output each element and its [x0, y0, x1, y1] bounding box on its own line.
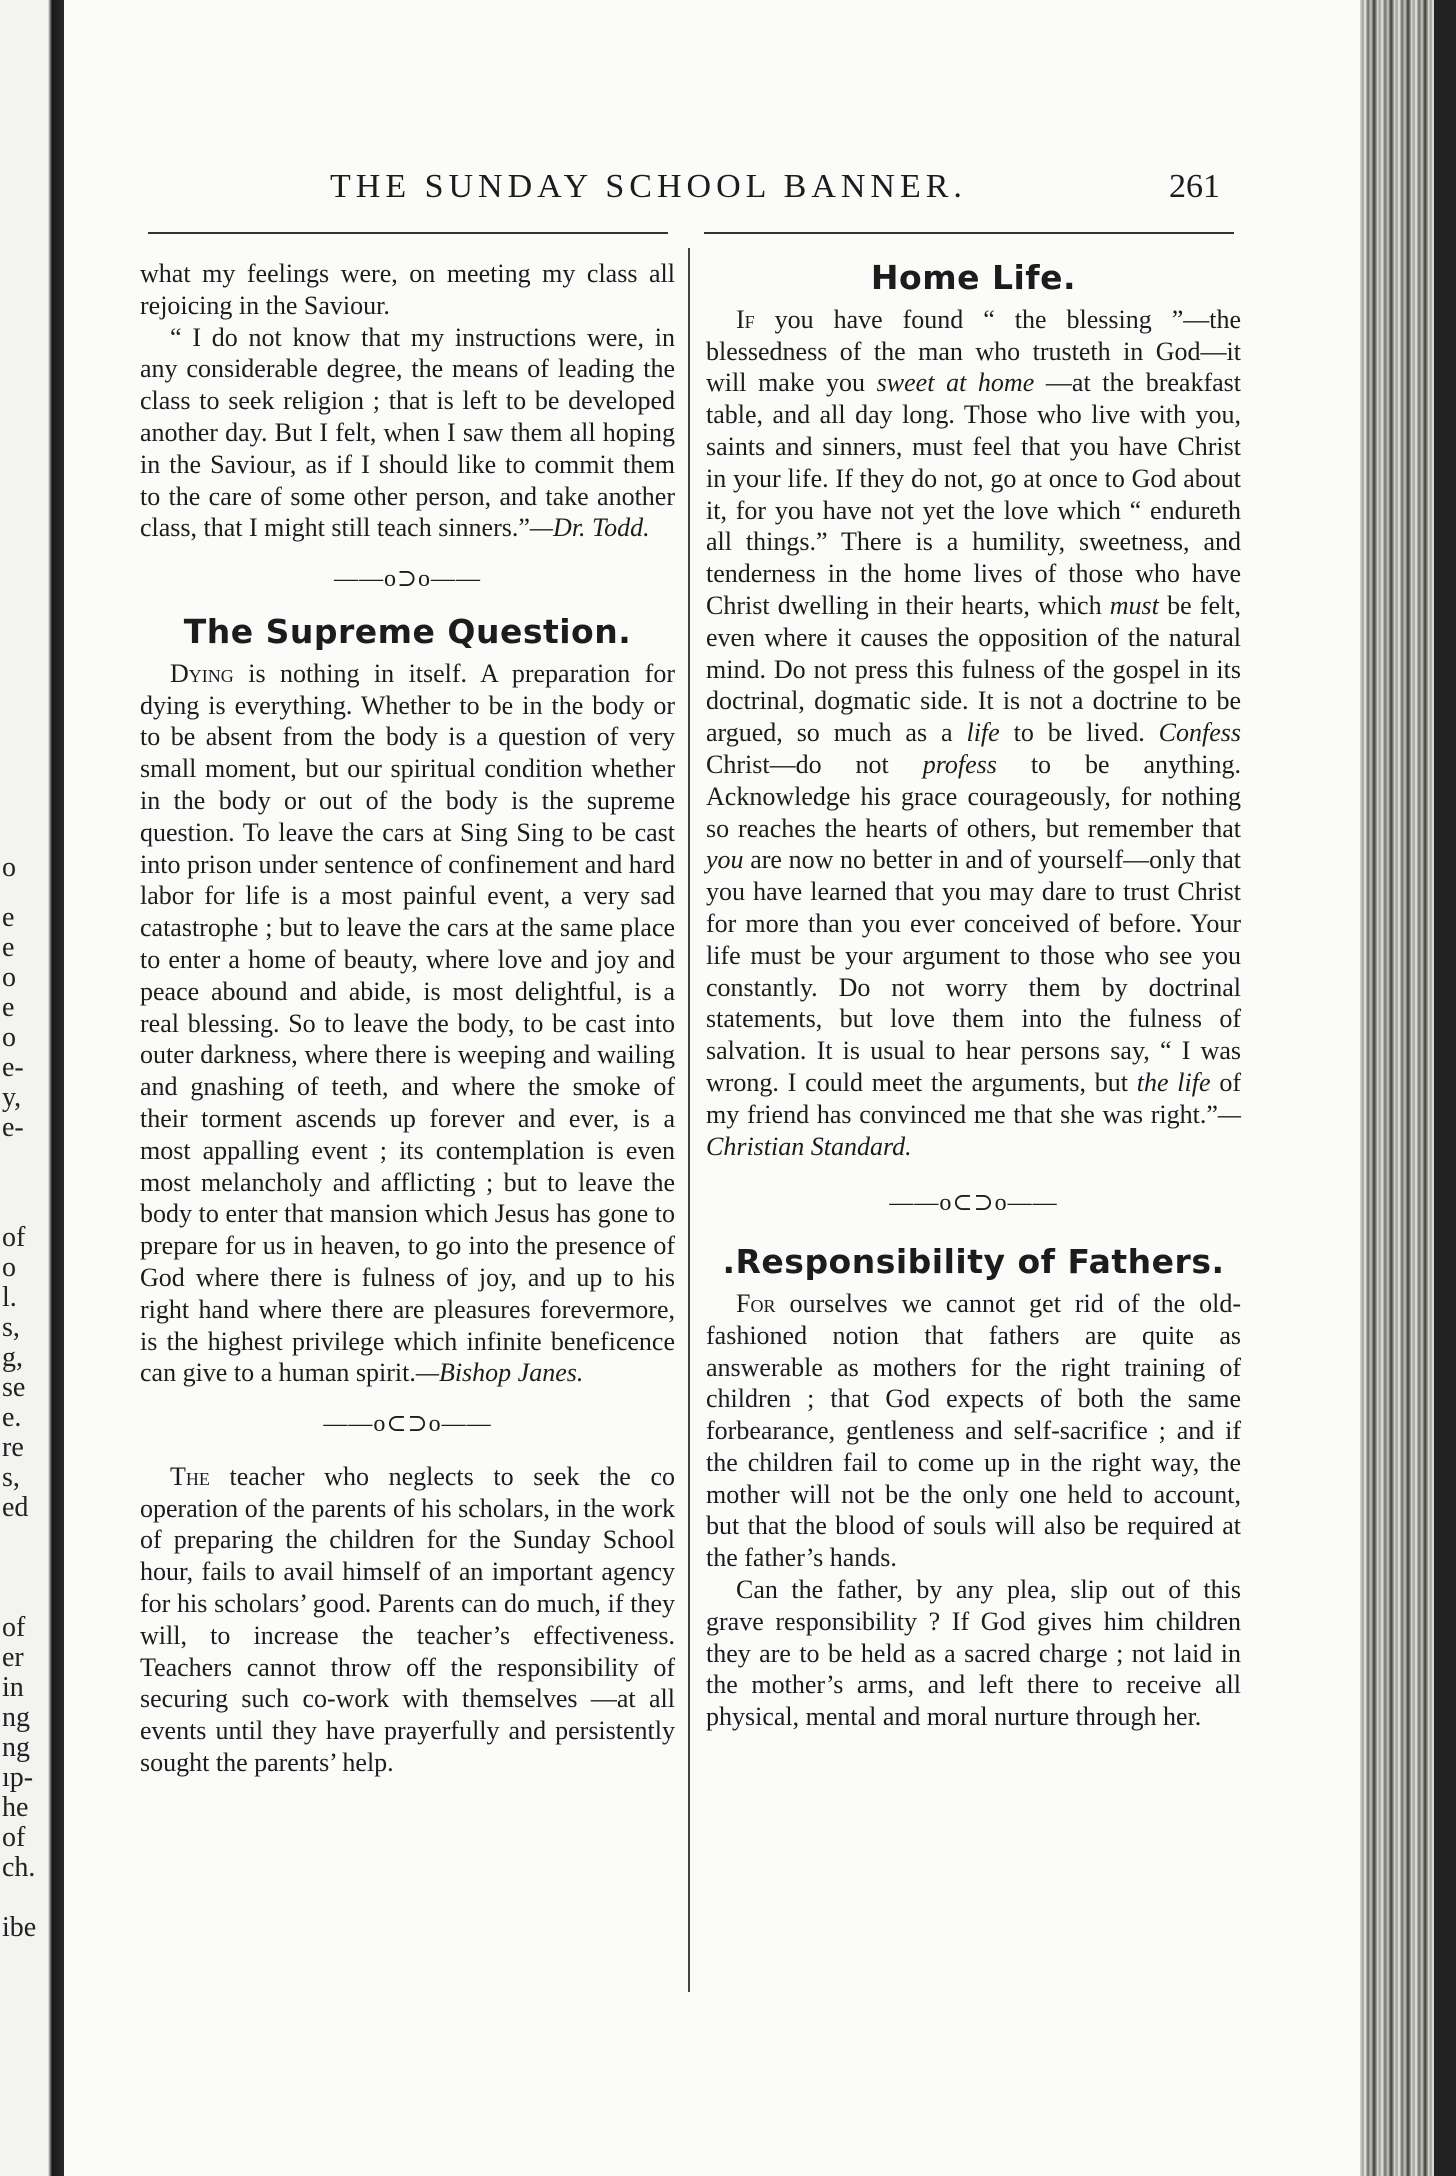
- quote-author: —Dr. Todd.: [529, 513, 650, 543]
- emphasis: Confess: [1158, 718, 1241, 748]
- column-divider: [688, 248, 690, 1992]
- emphasis: must: [1109, 590, 1159, 620]
- margin-fragment: re: [2, 1432, 24, 1463]
- emphasis: profess: [922, 749, 997, 779]
- right-column: [706, 258, 1241, 1733]
- body-text: ourselves we cannot get rid of the old-fashioned notion that fathers are quite as answerable as mothers for the right training of children ; that God expects of both the same forbearance, gentleness and self-sacrifice ; and if the children fail to come up in the right way, the mother will not be the only one held to account, but that the blood of souls will also be required at the father’s hands.: [706, 1288, 1241, 1573]
- left-column: [140, 258, 675, 1779]
- ornament-divider: ——o⊃o——: [333, 566, 482, 593]
- book-binding-edge: [1360, 0, 1456, 2176]
- body-text: —at the breakfast table, and all day long. Those who live with you, saints and sinners, must feel that you have Christ in your life. If they do not, go at once to God about it, for you have not yet the love which “ endureth all things.” There is a humility, sweetness, and tenderness in the home lives of those who have Christ dwelling in their hearts, which: [706, 368, 1241, 620]
- body-text: be felt, even where it causes the opposition of the natural mind. Do not press this fulness of the gospel in its doctrinal, dogmatic side. It is not a doctrine to be argued, so much as a: [706, 590, 1242, 748]
- paragraph-home-life: [706, 304, 1241, 1163]
- lead-word: If: [736, 304, 755, 334]
- body-text: to be anything. Acknowledge his grace courageously, for nothing so reaches the hearts of others, but remember that: [706, 749, 1241, 843]
- body-text: you have found “ the blessing ”—the blessedness of the man who trusteth in God—it will make you: [706, 304, 1241, 398]
- quote-text: “ I do not know that my instructions were, in any considerable degree, the means of leading the class to seek religion ; that is left to be developed another day. But I felt, when I saw them all hoping in the Saviour, as if I should like to commit them to the care of some other person, and take another class, that I might still teach sinners.”: [140, 322, 675, 543]
- margin-fragment: e.: [2, 1402, 22, 1433]
- margin-fragment: e-: [2, 1052, 24, 1083]
- margin-fragment: ng: [2, 1732, 30, 1763]
- quote-author: —Bishop Janes.: [415, 1358, 584, 1388]
- margin-fragment: in: [2, 1672, 24, 1703]
- heading-responsibility-fathers: .Responsibility of Fathers.: [722, 1242, 1225, 1282]
- body-text: of my friend has convinced me that she was right.”: [706, 1067, 1241, 1129]
- margin-fragment: e: [2, 932, 15, 963]
- heading-supreme-question: The Supreme Question.: [183, 611, 632, 651]
- margin-fragment: of: [2, 1822, 26, 1853]
- margin-fragment: er: [2, 1642, 24, 1673]
- margin-fragment: of: [2, 1612, 26, 1643]
- paragraph-teacher: [140, 1461, 675, 1779]
- emphasis: sweet at home: [876, 368, 1035, 398]
- paragraph-fathers-1: [706, 1288, 1241, 1574]
- margin-fragment: he: [2, 1792, 29, 1823]
- margin-fragment: of: [2, 1222, 26, 1253]
- lead-word: Dying: [170, 658, 234, 688]
- margin-fragment: g,: [2, 1342, 23, 1373]
- body-text: are now no better in and of yourself—only that you have learned that you may dare to trust Christ for more than you ever conceived of before. Your life must be your argument to those who see you constantly. Do not worry them by doctrinal statements, but love them into the fulness of salvation. It is usual to hear persons say, “ I was wrong. I could meet the arguments, but: [706, 845, 1241, 1097]
- margin-fragment: o: [2, 852, 16, 883]
- header-rule-right: [704, 232, 1234, 234]
- journal-title: THE SUNDAY SCHOOL BANNER.: [330, 168, 967, 205]
- margin-fragment: l.: [2, 1282, 17, 1313]
- margin-fragment: s,: [2, 1462, 20, 1493]
- margin-fragment: y,: [2, 1082, 22, 1113]
- header-rule-left: [148, 232, 668, 234]
- margin-fragment: ed: [2, 1492, 29, 1523]
- body-text: Christ—do not: [706, 749, 923, 779]
- emphasis: the life: [1136, 1067, 1211, 1097]
- margin-fragment: ch.: [2, 1852, 36, 1883]
- margin-fragment: ibe: [2, 1912, 37, 1943]
- ornament-divider: ——o⊂⊃o——: [323, 1411, 492, 1438]
- body-text: teacher who neglects to seek the co operation of the parents of his scholars, in the work of preparing the children for the Sunday School hour, fails to avail himself of an important agency for his scholars’ good. Parents can do much, if they will, to increase the teacher’s effectiveness. Teachers cannot throw off the responsibility of securing such co-work with themselves —at all events until they have prayerfully and persistently sought the parents’ help.: [140, 1461, 675, 1778]
- heading-home-life: Home Life.: [870, 258, 1077, 297]
- page-number: 261: [1169, 168, 1220, 205]
- paragraph-todd-quote: [140, 322, 675, 545]
- margin-fragment: se: [2, 1372, 26, 1403]
- emphasis: you: [706, 845, 744, 875]
- binding-shadow: [1434, 0, 1456, 2176]
- emphasis: life: [966, 718, 1000, 748]
- margin-fragment: e-: [2, 1112, 24, 1143]
- paragraph-fathers-2: Can the father, by any plea, slip out of this grave responsibility ? If God gives him children they are to be held as a sacred charge ; not laid in the mother’s arms, and left there to receive all physical, mental and moral nurture through her.: [706, 1575, 1241, 1732]
- body-text: is nothing in itself. A preparation for dying is everything. Whether to be in the body or to be absent from the body is a question of very small moment, but our spiritual condition whether in the body or out of the body is the supreme question. To leave the cars at Sing Sing to be cast into prison under sentence of confinement and hard labor for life is a most painful event, a very sad catastrophe ; but to leave the cars at the same place to enter a home of beauty, where love and joy and peace abound and abide, is most delightful, is a real blessing. So to leave the body, to be cast into outer darkness, where there is weeping and wailing and gnashing of teeth, and where the smoke of their torment ascends up forever and ever, is a most appalling event ; its contemplation is even most melancholy and afflicting ; but to leave the body to enter that mansion which Jesus has gone to prepare for us in heaven, to go into the presence of God where there is fulness of joy, and up to his right hand where there are pleasures forevermore, is the highest privilege which infinite beneficence can give to a human spirit.: [140, 658, 675, 1388]
- lead-word: The: [170, 1461, 210, 1491]
- margin-fragment: e: [2, 902, 15, 933]
- running-header: [130, 168, 1240, 212]
- quote-author: —Christian Standard.: [706, 1099, 1241, 1161]
- body-text: to be lived.: [999, 718, 1159, 748]
- margin-fragment: ıp-: [2, 1762, 34, 1793]
- paragraph-supreme-question: [140, 658, 675, 1389]
- margin-fragment: o: [2, 1252, 16, 1283]
- adjacent-page-edge: [0, 0, 64, 2176]
- paragraph-continued: what my feelings were, on meeting my class all rejoicing in the Saviour.: [140, 259, 675, 320]
- margin-fragment: o: [2, 962, 16, 993]
- margin-fragment: o: [2, 1022, 16, 1053]
- lead-word: For: [736, 1288, 776, 1318]
- margin-fragment: s,: [2, 1312, 20, 1343]
- margin-fragment: e: [2, 992, 15, 1023]
- margin-fragment: ng: [2, 1702, 30, 1733]
- ornament-divider: ——o⊂⊃o——: [889, 1190, 1058, 1217]
